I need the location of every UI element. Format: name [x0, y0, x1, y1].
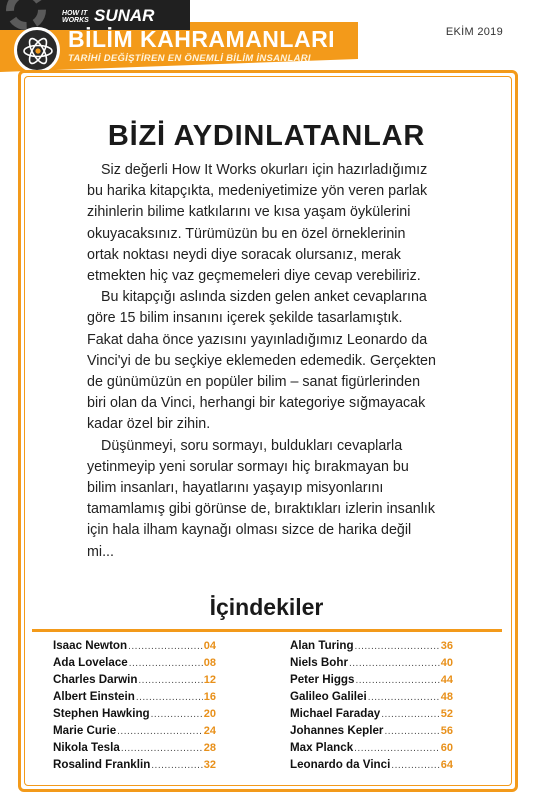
- toc-entry[interactable]: [53, 758, 216, 775]
- toc-entry-page: 24: [203, 725, 216, 737]
- toc-leader: [381, 709, 440, 720]
- page-title: BİZİ AYDINLATANLAR: [107, 120, 426, 152]
- toc-leader: [121, 743, 203, 754]
- brand-logo: [62, 7, 154, 24]
- toc-leader: [368, 692, 440, 703]
- toc-entry-name: Charles Darwin: [53, 673, 138, 686]
- toc-entry-page: 16: [203, 691, 216, 703]
- toc-leader: [151, 760, 202, 771]
- toc-entry-page: 64: [440, 759, 453, 771]
- toc-entry[interactable]: [290, 656, 453, 673]
- atom-icon: [14, 27, 60, 73]
- toc-entry-name: Nikola Tesla: [53, 741, 120, 754]
- toc-entry-name: Peter Higgs: [290, 673, 355, 686]
- toc-entry-name: Isaac Newton: [53, 639, 128, 652]
- toc-entry-page: 36: [440, 640, 453, 652]
- toc-leader: [136, 692, 203, 703]
- toc-entry-page: 28: [203, 742, 216, 754]
- toc-leader: [138, 675, 202, 686]
- toc-entry-page: 44: [440, 674, 453, 686]
- toc-entry-name: Marie Curie: [53, 724, 117, 737]
- toc-entry-name: Albert Einstein: [53, 690, 135, 703]
- intro-paragraph: Düşünmeyi, soru sormayı, buldukları cevaplarla yetinmeyip yeni sorular sormayı hiç bırakmayan bu bilim insanları, hayatlarını yaşayıp misyonlarını tamamlamış gibi görünse de, bıraktıkları izlerin insanlık için hala ilham kaynağı olması sizce de harika değil mi...: [87, 437, 436, 560]
- toc-entry-name: Alan Turing: [290, 639, 354, 652]
- toc-column-right: [290, 639, 453, 775]
- series-title: BİLİM KAHRAMANLARI: [68, 26, 336, 52]
- toc-entry-name: Michael Faraday: [290, 707, 381, 720]
- toc-leader: [354, 743, 440, 754]
- toc-entry[interactable]: [53, 656, 216, 673]
- intro-paragraph: Siz değerli How It Works okurları için hazırladığımız bu harika kitapçıkta, medeniyetimize yön veren parlak zihinlerin bilime katkılarını ve kısa yaşam öykülerini okuyacaksınız. Türümüzün bu en özel örneklerinin ortak noktası neydi diye soracak olursanız, merak etmekten hiç vaz geçmemeleri diye cevap verebiliriz.: [87, 162, 428, 285]
- gear-icon: [6, 0, 46, 30]
- toc-entry-page: 20: [203, 708, 216, 720]
- intro-paragraph: Bu kitapçığı aslında sizden gelen anket cevaplarına göre 15 bilim insanını içerek şekilde tasarlamıştık. Fakat daha önce yazısını yayınladığımız Leonardo da Vinci'yi de bu seçkiye eklemeden edemedik. Gerçekten de günümüzün en popüler bilim – sanat figürlerinden biri olan da Vinci, herhangi bir kategoriye sığmayacak kadar özel bir zihin.: [87, 289, 436, 433]
- brand-small-text: HOW IT WORKS: [62, 10, 89, 24]
- toc-leader: [391, 760, 439, 771]
- issue-date: EKİM 2019: [445, 26, 503, 38]
- toc-entry-name: Rosalind Franklin: [53, 758, 151, 771]
- brand-sunar-text: SUNAR: [94, 6, 155, 25]
- toc-entry[interactable]: [53, 707, 216, 724]
- toc-entry-page: 12: [203, 674, 216, 686]
- toc-entry-page: 48: [440, 691, 453, 703]
- toc-entry[interactable]: [290, 724, 453, 741]
- toc-title: İçindekiler: [209, 594, 324, 620]
- toc-divider: [32, 629, 502, 632]
- intro-text: [87, 160, 437, 563]
- toc-entry[interactable]: [290, 639, 453, 656]
- toc-entry[interactable]: [290, 741, 453, 758]
- toc-entry-name: Stephen Hawking: [53, 707, 150, 720]
- toc-entry[interactable]: [290, 707, 453, 724]
- toc-entry-page: 56: [440, 725, 453, 737]
- toc-entry[interactable]: [290, 690, 453, 707]
- toc-entry-name: Johannes Kepler: [290, 724, 384, 737]
- toc-leader: [384, 726, 439, 737]
- toc-entry[interactable]: [53, 639, 216, 656]
- toc-entry-page: 32: [203, 759, 216, 771]
- toc-entry-name: Max Planck: [290, 741, 354, 754]
- toc-entry[interactable]: [290, 758, 453, 775]
- toc-entry-name: Ada Lovelace: [53, 656, 128, 669]
- toc-leader: [117, 726, 203, 737]
- toc-entry[interactable]: [53, 741, 216, 758]
- toc-leader: [128, 641, 203, 652]
- toc-entry[interactable]: [290, 673, 453, 690]
- toc-entry-page: 52: [440, 708, 453, 720]
- toc-entry-page: 08: [203, 657, 216, 669]
- toc-entry-name: Leonardo da Vinci: [290, 758, 391, 771]
- toc-entry[interactable]: [53, 673, 216, 690]
- toc-leader: [355, 675, 439, 686]
- toc-entry-name: Galileo Galilei: [290, 690, 367, 703]
- toc-leader: [129, 658, 203, 669]
- toc-entry[interactable]: [53, 724, 216, 741]
- toc-column-left: [53, 639, 216, 775]
- toc-leader: [349, 658, 440, 669]
- toc-leader: [355, 641, 440, 652]
- toc-entry-name: Niels Bohr: [290, 656, 348, 669]
- toc-entry-page: 04: [203, 640, 216, 652]
- toc-entry-page: 40: [440, 657, 453, 669]
- toc-entry-page: 60: [440, 742, 453, 754]
- toc-leader: [151, 709, 203, 720]
- series-subtitle: TARİHİ DEĞİŞTİREN EN ÖNEMLİ BİLİM İNSANLARI: [68, 53, 311, 64]
- toc-entry[interactable]: [53, 690, 216, 707]
